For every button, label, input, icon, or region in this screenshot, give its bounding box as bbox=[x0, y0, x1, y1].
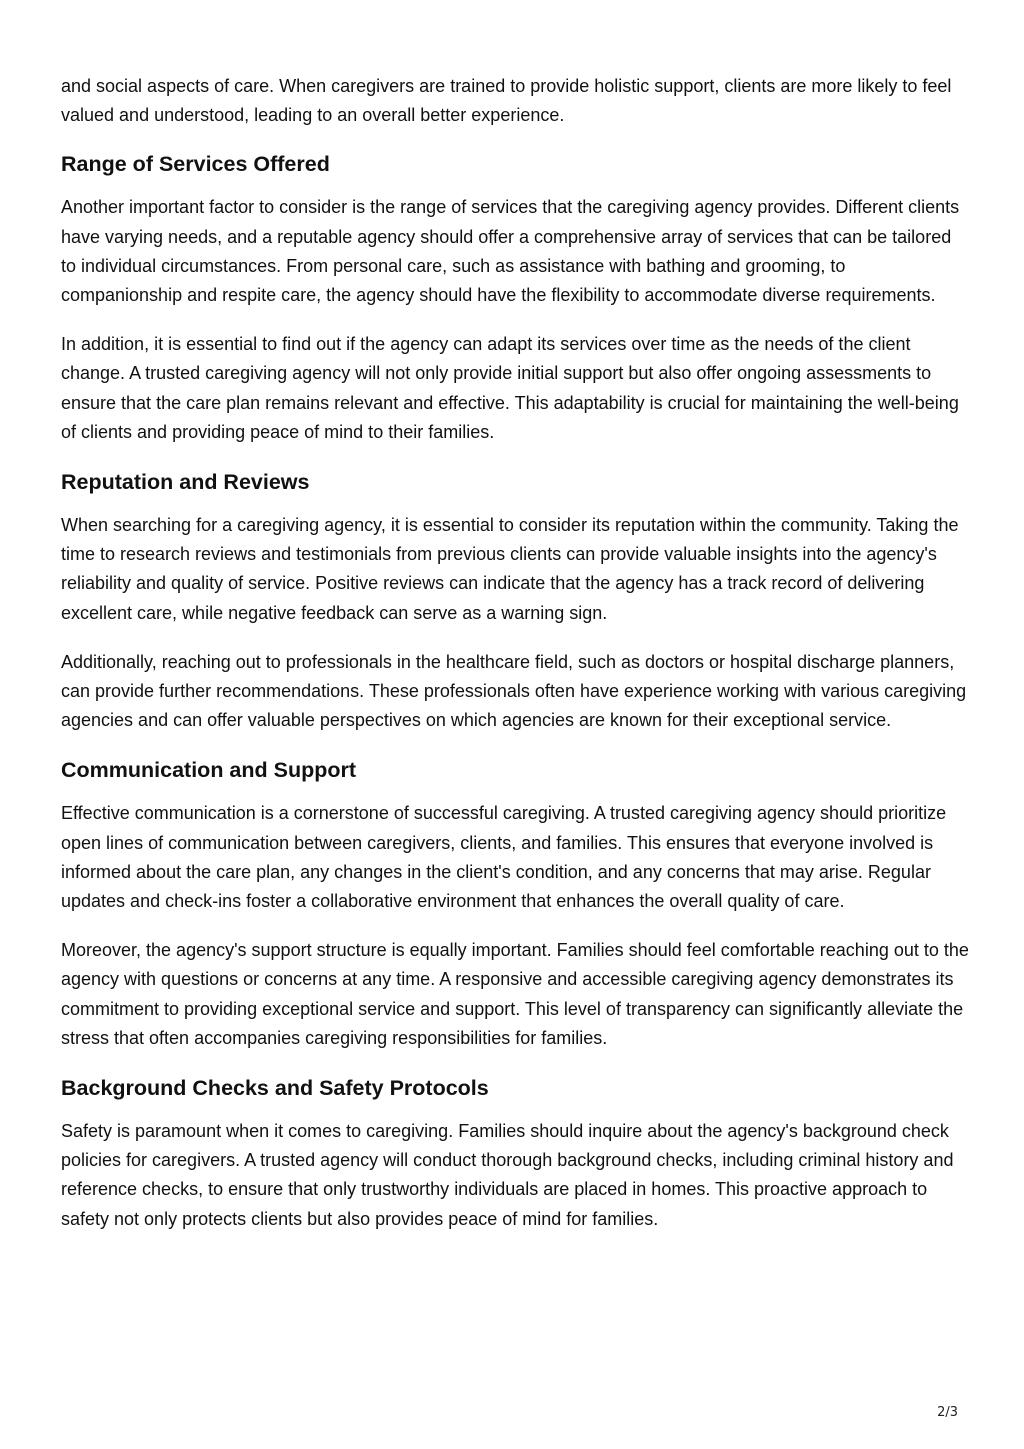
section-heading: Range of Services Offered bbox=[61, 152, 330, 177]
section-paragraph: Moreover, the agency's support structure is equally important. Families should feel comfortable reaching out to the agency with questions or concerns at any time. A responsive and accessible caregiving agency demonstrates its commitment to providing exceptional service and support. This level of transparency can significantly alleviate the stress that often accompanies caregiving responsibilities for families. bbox=[61, 940, 969, 1048]
document-page bbox=[61, 72, 971, 1254]
section-paragraph: When searching for a caregiving agency, it is essential to consider its reputation within the community. Taking the time to research reviews and testimonials from previous clients can provide valuable insights into the agency's reliability and quality of service. Positive reviews can indicate that the agency has a track record of delivering excellent care, while negative feedback can serve as a warning sign. bbox=[61, 515, 959, 623]
section-reputation-and-reviews bbox=[61, 467, 971, 735]
section-paragraph: Additionally, reaching out to professionals in the healthcare field, such as doctors or hospital discharge planners, can provide further recommendations. These professionals often have experience working with various caregiving agencies and can offer valuable perspectives on which agencies are known for their exceptional service. bbox=[61, 651, 967, 731]
section-paragraph: Effective communication is a cornerstone of successful caregiving. A trusted caregiving agency should prioritize open lines of communication between caregivers, clients, and families. This ensures that everyone involved is informed about the care plan, any changes in the client's condition, and any concerns that may arise. Regular updates and check-ins foster a collaborative environment that enhances the overall quality of care. bbox=[61, 803, 947, 912]
section-heading: Background Checks and Safety Protocols bbox=[61, 1076, 489, 1101]
section-heading: Communication and Support bbox=[61, 758, 357, 783]
intro-paragraph: and social aspects of care. When caregivers are trained to provide holistic support, clients are more likely to feel valued and understood, leading to an overall better experience. bbox=[61, 76, 952, 126]
section-paragraph: Another important factor to consider is the range of services that the caregiving agency provides. Different clients have varying needs, and a reputable agency should offer a comprehensive array of services that can be tailored to individual circumstances. From personal care, such as assistance with bathing and grooming, to companionship and respite care, the agency should have the flexibility to accommodate diverse requirements. bbox=[61, 197, 960, 306]
section-paragraph: In addition, it is essential to find out if the agency can adapt its services over time as the needs of the client change. A trusted caregiving agency will not only provide initial support but also offer ongoing assessments to ensure that the care plan remains relevant and effective. This adaptability is crucial for maintaining the well-being of clients and providing peace of mind to their families. bbox=[61, 334, 959, 442]
section-range-of-services bbox=[61, 149, 971, 447]
section-background-checks bbox=[61, 1073, 971, 1234]
section-heading: Reputation and Reviews bbox=[61, 470, 310, 495]
section-paragraph: Safety is paramount when it comes to caregiving. Families should inquire about the agency's background check policies for caregivers. A trusted agency will conduct thorough background checks, including criminal history and reference checks, to ensure that only trustworthy individuals are placed in homes. This proactive approach to safety not only protects clients but also provides peace of mind for families. bbox=[61, 1121, 954, 1229]
page-number: 2/3 bbox=[937, 1405, 958, 1420]
section-communication-and-support bbox=[61, 755, 971, 1053]
